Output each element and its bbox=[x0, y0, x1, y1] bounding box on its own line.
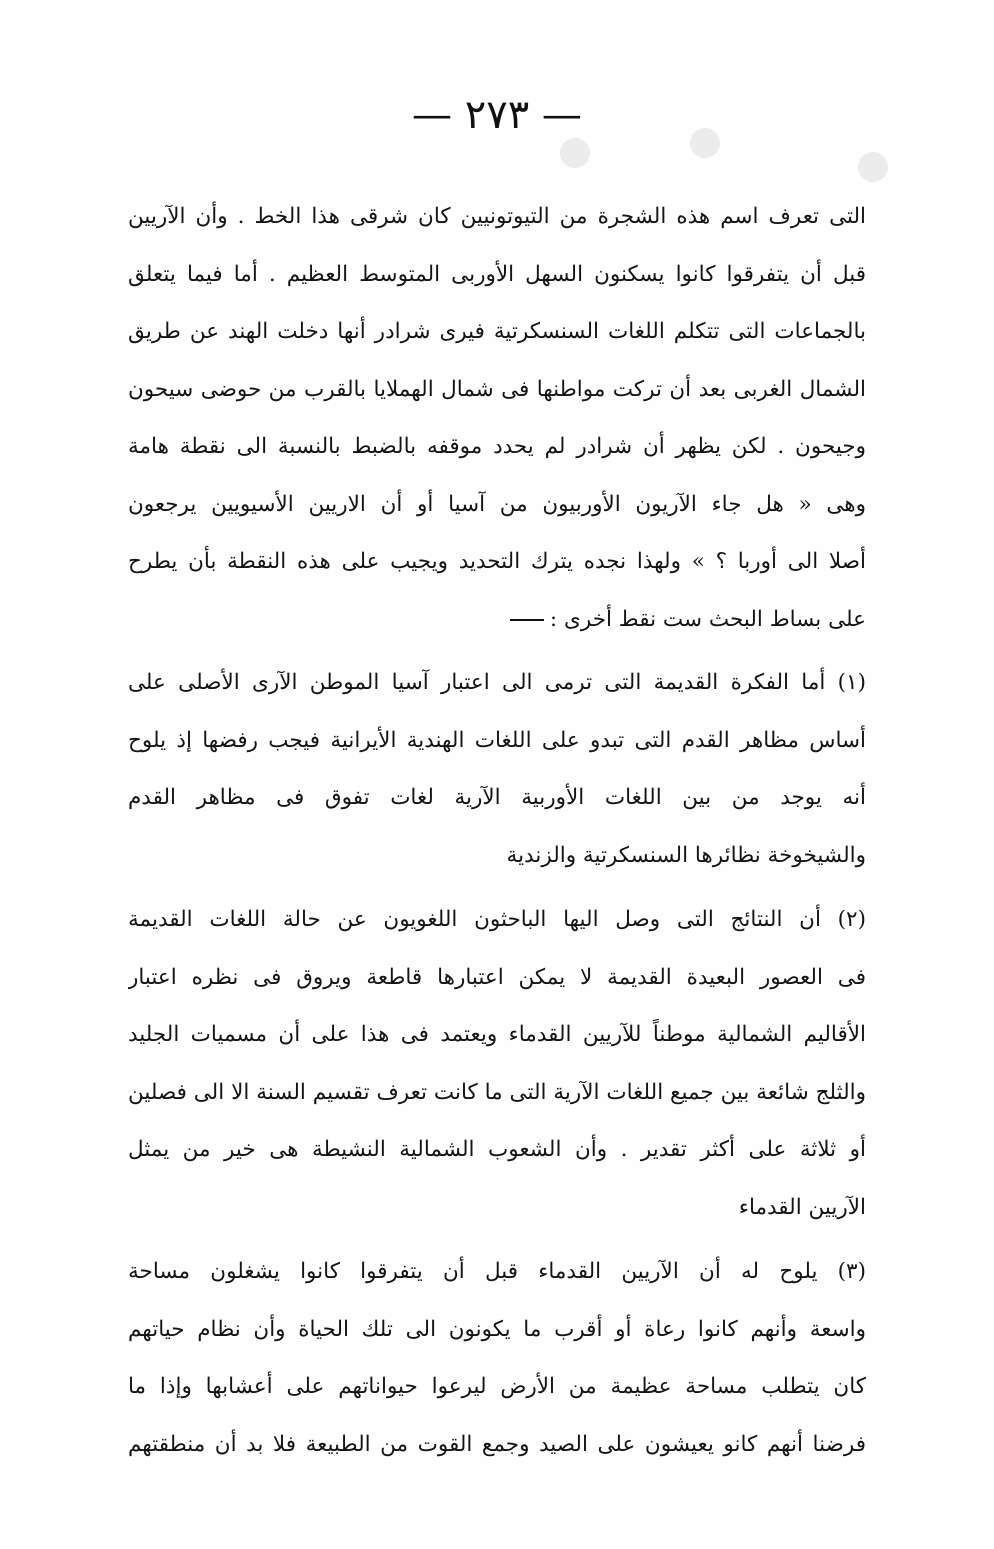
text-line: الشمال الغربى بعد أن تركت مواطنها فى شمال الهملايا بالقرب من حوضى سيحون bbox=[128, 376, 866, 402]
text-line: كان يتطلب مساحة عظيمة من الأرض ليرعوا حيواناتهم على أعشابها وإذا ما bbox=[128, 1374, 866, 1399]
text-line: أو ثلاثة على أكثر تقدير . وأن الشعوب الشمالية النشيطة هى خير من يمثل bbox=[128, 1137, 866, 1162]
text-line: (١) أما الفكرة القديمة التى ترمى الى اعتبار آسيا الموطن الآرى الأصلى على bbox=[128, 670, 866, 695]
text-line: أساس مظاهر القدم التى تبدو على اللغات الهندية الأيرانية فيجب رفضها إذ يلوح bbox=[128, 727, 866, 753]
scan-spot-mark bbox=[858, 152, 888, 182]
text-line: أنه يوجد من بين اللغات الأوربية الآرية لغات تفوق فى مظاهر القدم bbox=[128, 785, 866, 810]
paragraph-intro bbox=[128, 188, 866, 648]
text-line-last bbox=[128, 591, 866, 649]
text-line: والشيخوخة نظائرها السنسكرتية والزندية bbox=[506, 842, 866, 868]
text-line: (٣) يلوح له أن الآريين القدماء قبل أن يتفرقوا كانوا يشغلون مساحة bbox=[128, 1259, 866, 1284]
text-line: وجيحون . لكن يظهر أن شرادر لم يحدد موقفه بالضبط بالنسبة الى نقطة هامة bbox=[128, 434, 866, 459]
text-line: فرضنا أنهم كانو يعيشون على الصيد وجمع القوت من الطبيعة فلا بد أن منطقتهم bbox=[128, 1431, 866, 1457]
scan-spot-mark bbox=[560, 138, 590, 168]
text-line: قبل أن يتفرقوا كانوا يسكنون السهل الأوربى المتوسط العظيم . أما فيما يتعلق bbox=[128, 261, 866, 287]
text-line: أصلا الى أوربا ؟ » ولهذا نجده يترك التحديد ويجيب على هذه النقطة بأن يطرح bbox=[128, 549, 866, 574]
trailing-dash bbox=[510, 619, 544, 621]
text-line-content: على بساط البحث ست نقط أخرى : bbox=[549, 606, 866, 632]
paragraph-point-1 bbox=[128, 654, 866, 884]
paragraph-point-2 bbox=[128, 891, 866, 1236]
scan-spot-mark bbox=[690, 128, 720, 158]
text-line: (٢) أن النتائج التى وصل اليها الباحثون اللغويون عن حالة اللغات القديمة bbox=[128, 907, 866, 932]
text-line: الأقاليم الشمالية موطناً للآريين القدماء ويعتمد فى هذا على أن مسميات الجليد bbox=[128, 1022, 866, 1047]
text-line: بالجماعات التى تتكلم اللغات السنسكرتية فيرى شرادر أنها دخلت الهند عن طريق bbox=[128, 319, 866, 344]
text-line: والثلج شائعة بين جميع اللغات الآرية التى ما كانت تعرف تقسيم السنة الا الى فصلين bbox=[128, 1079, 866, 1105]
page-number: — ٢٧٣ — bbox=[412, 92, 582, 138]
text-line: واسعة وأنهم كانوا رعاة أو أقرب ما يكونون الى تلك الحياة وأن نظام حياتهم bbox=[128, 1316, 866, 1342]
text-line: وهى « هل جاء الآريون الأوربيون من آسيا أو أن الاريين الأسيويين يرجعون bbox=[128, 491, 866, 517]
text-line: فى العصور البعيدة القديمة لا يمكن اعتبارها قاطعة ويروق فى نظره اعتبار bbox=[128, 964, 866, 990]
text-line: التى تعرف اسم هذه الشجرة من التيوتونيين كان شرقى هذا الخط . وأن الآريين bbox=[128, 204, 866, 229]
paragraph-point-3 bbox=[128, 1243, 866, 1473]
text-line: الآريين القدماء bbox=[738, 1194, 866, 1220]
